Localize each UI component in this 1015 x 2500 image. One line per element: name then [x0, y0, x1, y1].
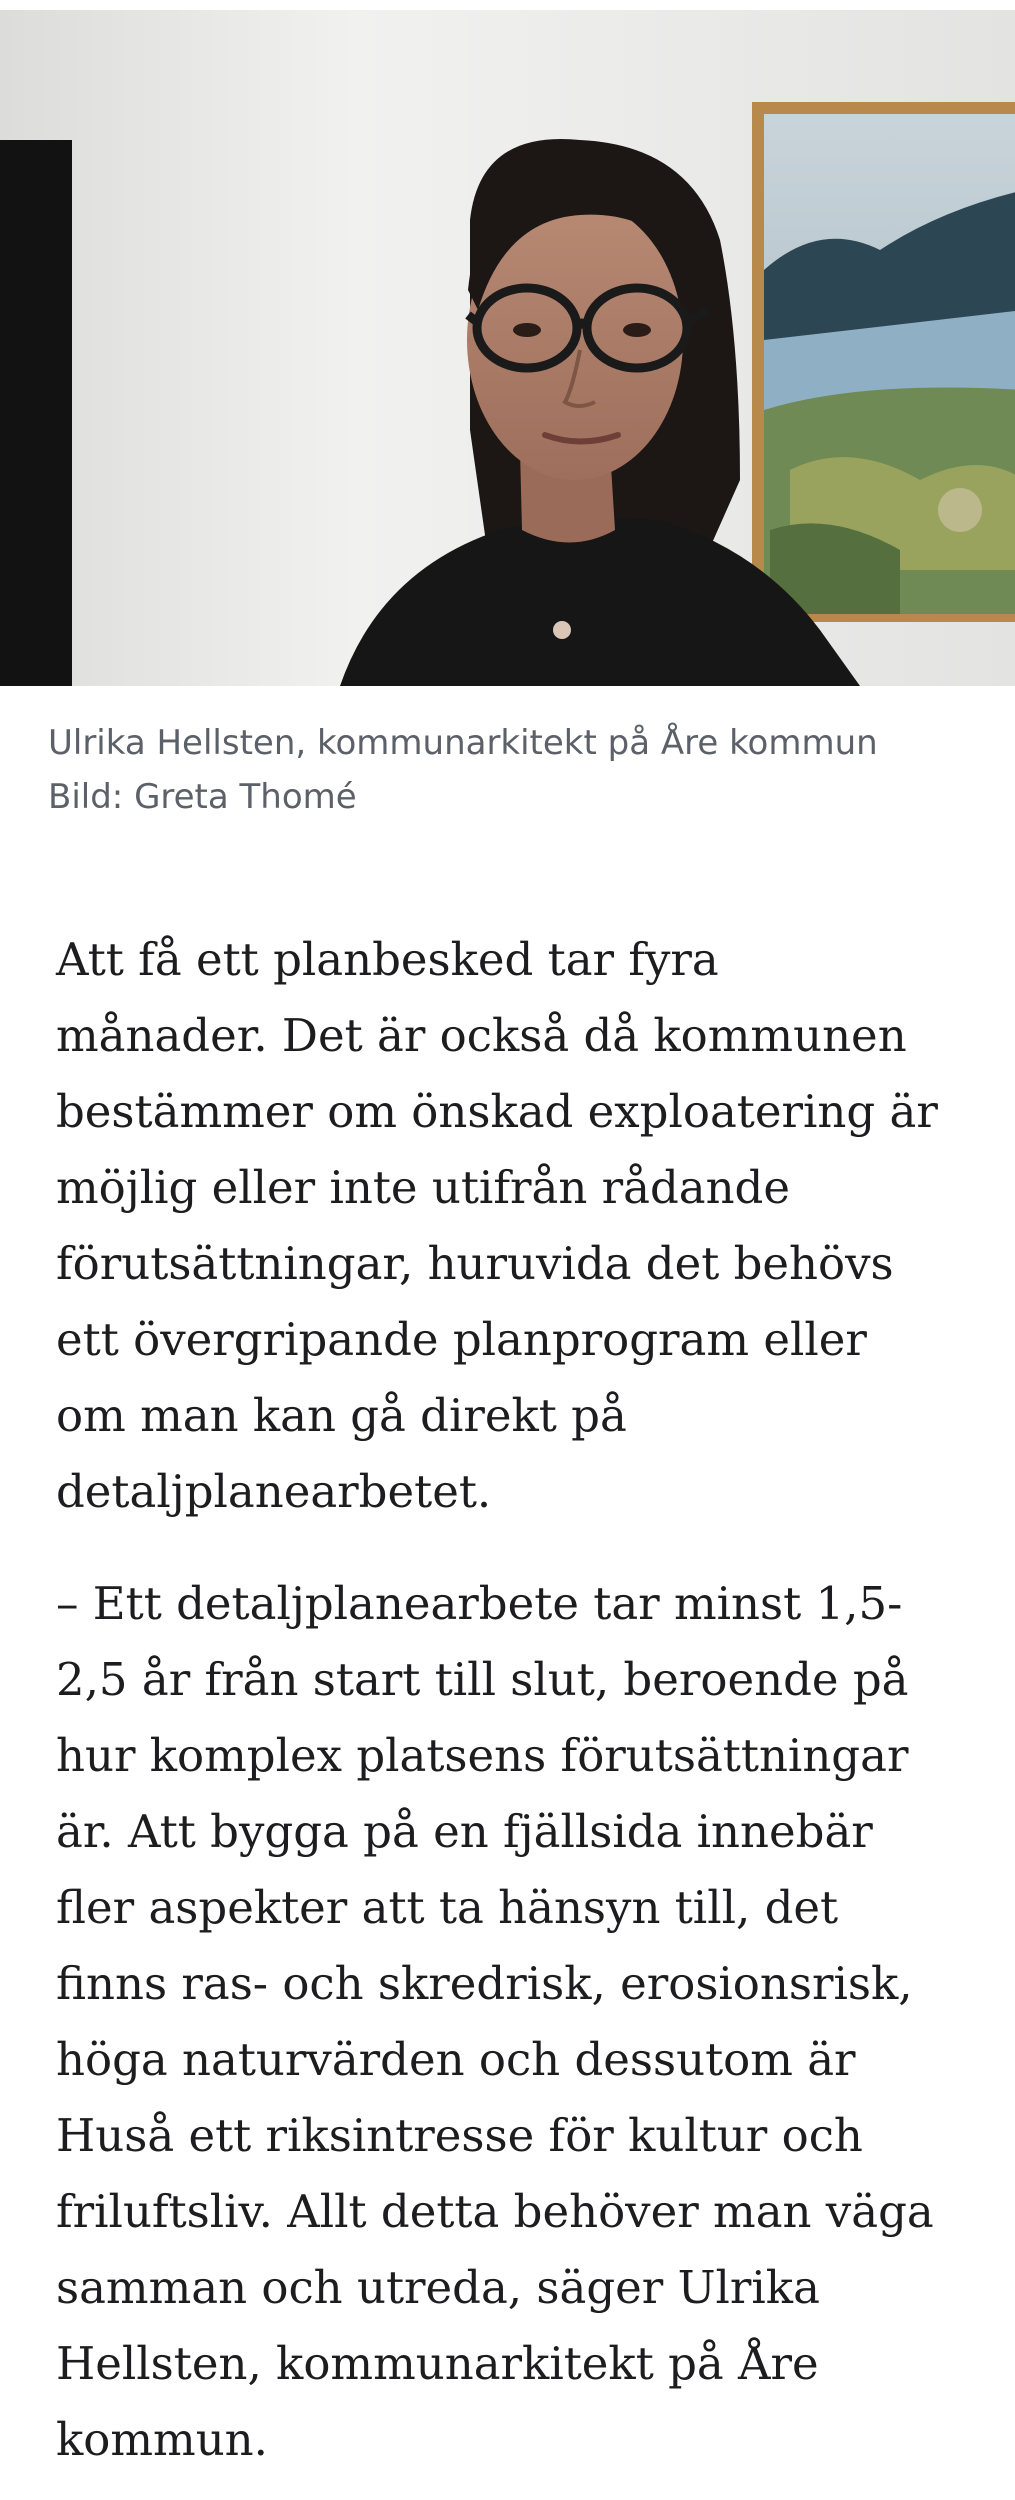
paragraph-line: möjlig eller inte utifrån rådande — [56, 1161, 790, 1214]
shirt-button — [553, 621, 571, 639]
paragraph-line: detaljplanearbetet. — [56, 1465, 492, 1518]
paragraph-line: 2,5 år från start till slut, beroende på — [56, 1653, 909, 1706]
caption-description: Ulrika Hellsten, kommunarkitekt på Åre kommun — [48, 723, 878, 763]
paragraph-line: Huså ett riksintresse för kultur och — [56, 2109, 863, 2162]
paragraph-line: är. Att bygga på en fjällsida innebär — [56, 1805, 873, 1858]
paragraph-line: Att få ett planbesked tar fyra — [56, 933, 719, 986]
article-paragraph-1 — [56, 922, 976, 1530]
landscape-painting — [752, 102, 1015, 622]
top-strip — [0, 0, 1015, 10]
paragraph-line: om man kan gå direkt på — [56, 1389, 627, 1442]
paragraph-line: förutsättningar, huruvida det behövs — [56, 1237, 894, 1290]
article-body — [56, 922, 976, 2478]
paragraph-line: månader. Det är också då kommunen — [56, 1009, 907, 1062]
article-paragraph-2 — [56, 1566, 976, 2478]
paragraph-line: samman och utreda, säger Ulrika — [56, 2261, 820, 2314]
paragraph-line: fler aspekter att ta hänsyn till, det — [56, 1881, 839, 1934]
paragraph-line: ett övergripande planprogram eller — [56, 1313, 867, 1366]
dark-panel — [0, 140, 72, 686]
paragraph-line: höga naturvärden och dessutom är — [56, 2033, 856, 2086]
image-caption — [48, 716, 978, 824]
paragraph-line: Hellsten, kommunarkitekt på Åre — [56, 2337, 819, 2390]
paragraph-line: friluftsliv. Allt detta behöver man väga — [56, 2185, 934, 2238]
caption-photo-credit: Bild: Greta Thomé — [48, 777, 357, 817]
article-photo[interactable] — [0, 10, 1015, 686]
paragraph-line: kommun. — [56, 2413, 268, 2466]
paragraph-line: finns ras- och skredrisk, erosionsrisk, — [56, 1957, 913, 2010]
paragraph-line: bestämmer om önskad exploatering är — [56, 1085, 938, 1138]
paragraph-line: hur komplex platsens förutsättningar — [56, 1729, 909, 1782]
paragraph-line: – Ett detaljplanearbete tar minst 1,5- — [56, 1577, 903, 1630]
portrait-photo-illustration — [0, 10, 1015, 686]
